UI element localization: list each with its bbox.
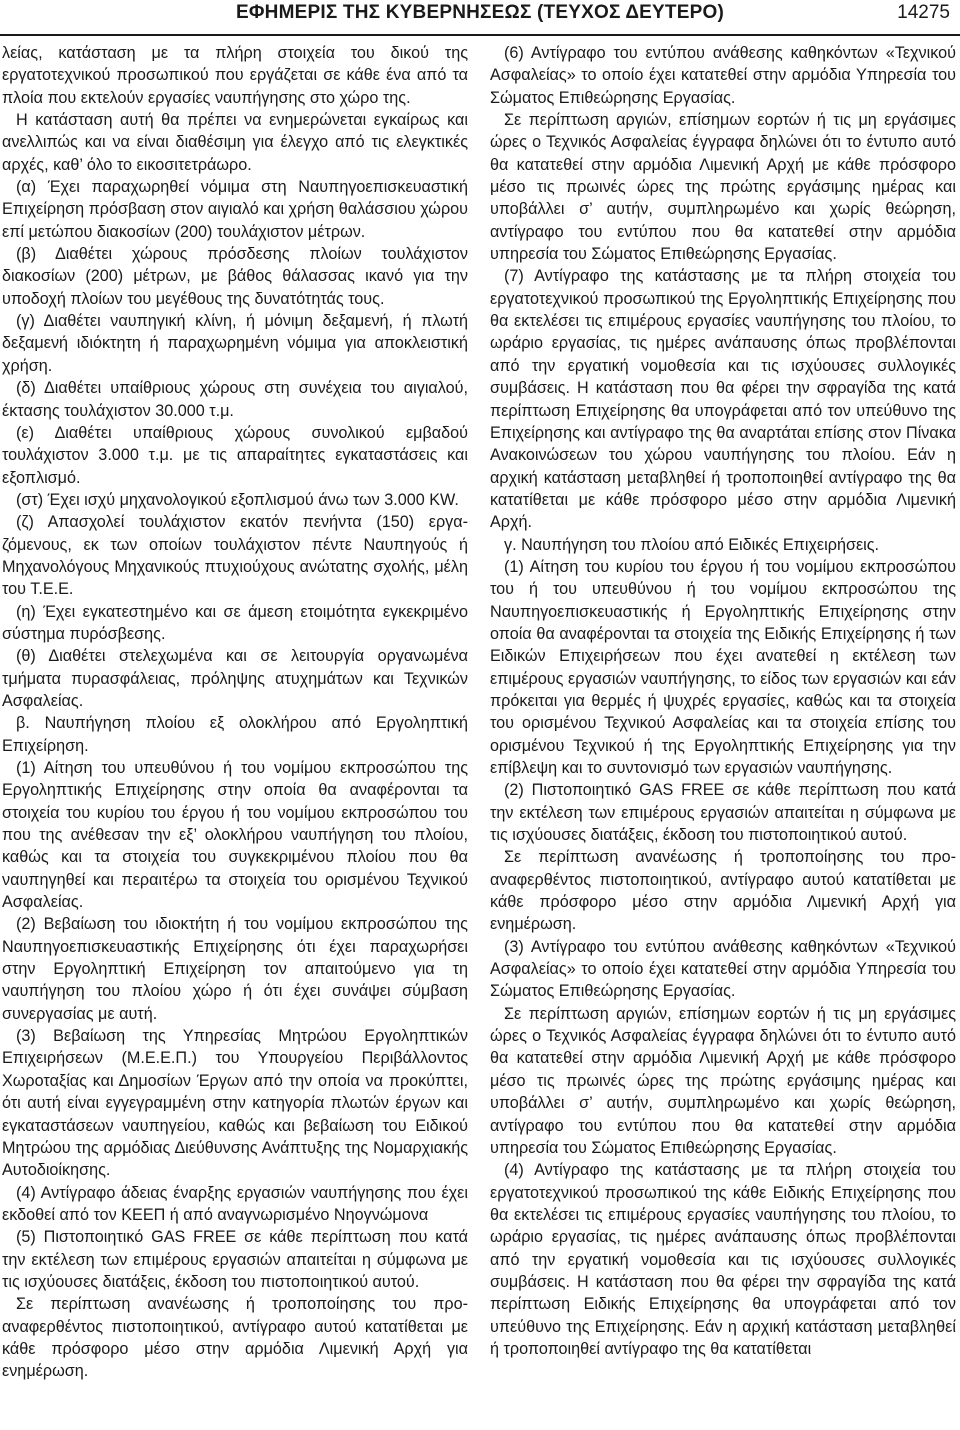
- paragraph: (α) Έχει παραχωρηθεί νόμιμα στη Ναυπηγοεπισκευαστική Επιχείρηση πρόσβαση στον αιγιαλό και χρήση θαλάσσιου χώρου επί μετώπου διακοσίων (200) τουλάχιστον μέτρων.: [2, 178, 469, 241]
- paragraph: Σε περίπτωση αργιών, επίσημων εορτών ή τις μη εργάσιμες ώρες ο Τεχνικός Ασφαλείας έγγραφα δηλώνει ότι το έντυπο αυτό θα κατατεθεί στην αρμόδια Λιμενική Αρχή με κάθε πρόσφορο μέσο τις πρωινές ώρες της πρώτης εργάσιμης ημέρας και υποβάλλει σ’ αυτήν, συμπληρωμένο και χωρίς θεώρηση, αντίγραφο του εντύπου που θα κατατεθεί στην αρμόδια υπηρεσία του Σώματος Επιθεώρησης Εργασίας.: [490, 111, 956, 264]
- paragraph: Σε περίπτωση αργιών, επίσημων εορτών ή τις μη εργάσιμες ώρες ο Τεχνικός Ασφαλείας έγγραφα δηλώνει ότι το έντυπο αυτό θα κατατεθεί στην αρμόδια Λιμενική Αρχή με κάθε πρόσφορο μέσο τις πρωινές ώρες της πρώτης εργάσιμης ημέρας και υποβάλλει σ’ αυτήν, συμπληρωμένο και χωρίς θεώρηση, αντίγραφο του εντύπου που θα κατατεθεί στην αρμόδια υπηρεσία του Σώματος Επιθεώρησης Εργασίας.: [490, 1004, 956, 1157]
- paragraph: Σε περίπτωση ανανέωσης ή τροποποίησης του προαναφερθέντος πιστοποιητικού, αντίγραφο αυτού κατατίθεται με κάθε πρόσφορο μέσο στην αρμόδια Λιμενική Αρχή για ενημέρωση.: [2, 1295, 468, 1381]
- paragraph: Σε περίπτωση ανανέωσης ή τροποποίησης του προαναφερθέντος πιστοποιητικού, αντίγραφο αυτού κατατίθεται με κάθε πρόσφορο μέσο στην αρμόδια Λιμενική Αρχή για ενημέρωση.: [490, 848, 956, 934]
- paragraph: (4) Αντίγραφο της κατάστασης με τα πλήρη στοιχεία του εργατοτεχνικού προσωπικού της κάθε Ειδικής Επιχείρησης που θα εκτελέσει τις επιμέρους εργασίες ναυπήγησης του πλοίου, το ωράριο εργασίας, τις ημέρες ανάπαυσης όπως προβλέπονται από την εργατική νομοθεσία και τις ισχύουσες συλλογικές συμβάσεις. Η κατάσταση που θα φέρει την σφραγίδα της κατά περίπτωση Ειδικής Επιχείρησης θα υπογράφεται από τον υπεύθυνο της Επιχείρησης. Εάν η αρχική κατάσταση μεταβληθεί ή τροποποιηθεί αντίγραφο της θα κατατίθεται: [490, 1161, 956, 1358]
- paragraph: (β) Διαθέτει χώρους πρόσδεσης πλοίων τουλάχιστον διακοσίων (200) μέτρων, με βάθος θάλασσας ικανό για την υποδοχή πλοίων του μεγέθους της δυνατότητάς τους.: [2, 245, 468, 308]
- page-number: 14275: [897, 2, 950, 23]
- paragraph: (η) Έχει εγκατεστημένο και σε άμεση ετοιμότητα εγκεκριμένο σύστημα πυρόσβεσης.: [2, 602, 468, 643]
- paragraph: Η κατάσταση αυτή θα πρέπει να ενημερώνεται εγκαίρως και ανελλιπώς και να είναι διαθέσιμη για έλεγχο από τις ελεγκτικές αρχές, καθ’ όλο το εικοσιτετράωρο.: [2, 111, 468, 174]
- page-header: [0, 0, 960, 36]
- left-column: [2, 42, 468, 1383]
- paragraph: (2) Βεβαίωση του ιδιοκτήτη ή του νομίμου εκπροσώπου της Ναυπηγοεπισκευαστικής Επιχείρησης ότι έχει παραχωρήσει στην Εργοληπτική Επιχείρηση τον απαιτούμενο για τη ναυπήγηση του πλοίου χώρο ή ότι έχει συνάψει σύμβαση συνεργασίας με αυτή.: [2, 915, 468, 1023]
- paragraph: (4) Αντίγραφο άδειας έναρξης εργασιών ναυπήγησης που έχει εκδοθεί από τον ΚΕΕΠ ή από αναγνωρισμένο Νηογνώμονα: [2, 1183, 468, 1224]
- paragraph: (1) Αίτηση του κυρίου του έργου ή του νομίμου εκπροσώπου του ή του υπευθύνου ή του νομίμου εκπροσώπου της Ναυπηγοεπισκευαστικής ή Εργοληπτικής Επιχείρησης στην οποία θα αναφέρονται τα στοιχεία της Ειδικής Επιχείρησης ή των Ειδικών Επιχειρήσεων που έχει ανατεθεί η εκτέλεση των επιμέρους εργασιών ναυπήγησης, το είδος των εργασιών και εάν πρόκειται για θερμές ή ψυχρές εργασίες, καθώς και τα στοιχεία του ορισμένου Τεχνικού Ασφαλείας και τα στοιχεία επίσης του ορισμένου Τεχνικού ή της Εργοληπτικής Επιχείρησης για την επίβλεψη και το συντονισμό των εργασιών ναυπήγησης.: [490, 557, 956, 777]
- paragraph: (7) Αντίγραφο της κατάστασης με τα πλήρη στοιχεία του εργατοτεχνικού προσωπικού της Εργοληπτικής Επιχείρησης που θα εκτελέσει τις επιμέρους εργασίες ναυπήγησης του πλοίου, το ωράριο εργασίας, τις ημέρες ανάπαυσης όπως προβλέπονται από την εργατική νομοθεσία και τις ισχύουσες συλλογικές συμβάσεις. Η κατάσταση που θα φέρει την σφραγίδα της κατά περίπτωση Επιχείρησης θα υπογράφεται από τον υπεύθυνο της Επιχείρησης και αντίγραφο της θα αναρτάται επίσης στον Πίνακα Ανακοινώσεων του χώρου ναυπήγησης του πλοίου. Εάν η αρχική κατάσταση μεταβληθεί ή τροποποιηθεί αντίγραφο της θα κατατίθεται με κάθε πρόσφορο μέσο στην αρμόδια Λιμενική Αρχή.: [490, 267, 956, 532]
- gazette-title: ΕΦΗΜΕΡΙΣ ΤΗΣ ΚΥΒΕΡΝΗΣΕΩΣ (ΤΕΥΧΟΣ ΔΕΥΤΕΡΟ): [236, 2, 724, 23]
- paragraph: (ε) Διαθέτει υπαίθριους χώρους συνολικού εμβαδού τουλάχιστον 3.000 τ.μ. με τις απαραίτητες εγκαταστάσεις και εξοπλισμό.: [2, 423, 468, 487]
- paragraph: (θ) Διαθέτει στελεχωμένα και σε λειτουργία οργανωμένα τμήματα πυρασφάλειας, πρόληψης ατυχημάτων και Τεχνικών Ασφαλείας.: [2, 647, 468, 710]
- paragraph: λείας, κατάσταση με τα πλήρη στοιχεία του δικού της εργατοτεχνικού προσωπικού που εργάζεται σε κάθε ένα από τα πλοία που εκτελούν εργασίες ναυπήγησης στο χώρο της.: [2, 44, 468, 107]
- paragraph: (γ) Διαθέτει ναυπηγική κλίνη, ή μόνιμη δεξαμενή, ή πλωτή δεξαμενή ιδιόκτητη ή παραχωρημένη νόμιμα για αποκλειστική χρήση.: [2, 312, 468, 375]
- paragraph: (2) Πιστοποιητικό GAS FREE σε κάθε περίπτωση που κατά την εκτέλεση των επιμέρους εργασιών απαιτείται η σύμφωνα με τις ισχύουσες διατάξεις, έκδοση του πιστοποιητικού αυτού.: [490, 781, 956, 845]
- paragraph: (στ) Έχει ισχύ μηχανολογικού εξοπλισμού άνω των 3.000 KW.: [16, 490, 459, 509]
- header-rule: [0, 34, 960, 36]
- section-heading: γ. Ναυπήγηση του πλοίου από Ειδικές Επιχειρήσεις.: [504, 535, 880, 554]
- paragraph: (3) Αντίγραφο του εντύπου ανάθεσης καθηκόντων «Τεχνικού Ασφαλείας» το οποίο έχει κατατεθεί στην αρμόδια Υπηρεσία του Σώματος Επιθεώρησης Εργασίας.: [490, 937, 956, 1001]
- paragraph: (1) Αίτηση του υπευθύνου ή του νομίμου εκπροσώπου της Εργοληπτικής Επιχείρησης στην οποία θα αναφέρονται τα στοιχεία του κυρίου του έργου ή του νομίμου εκπροσώπου του που της ανέθεσαν την εξ’ ολοκλήρου ναυπήγηση του πλοίου, καθώς και τα στοιχεία του συγκεκριμένου πλοίου που θα ναυπηγηθεί και περαιτέρω τα στοιχεία του ορισμένου Τεχνικού Ασφαλείας.: [2, 759, 468, 912]
- section-heading: β. Ναυπήγηση πλοίου εξ ολοκλήρου από Εργοληπτική Επιχείρηση.: [2, 714, 468, 755]
- paragraph: (5) Πιστοποιητικό GAS FREE σε κάθε περίπτωση που κατά την εκτέλεση των επιμέρους εργασιών απαιτείται η σύμφωνα με τις ισχύουσες διατάξεις, έκδοση του πιστοποιητικού αυτού.: [2, 1228, 468, 1291]
- paragraph: (6) Αντίγραφο του εντύπου ανάθεσης καθηκόντων «Τεχνικού Ασφαλείας» το οποίο έχει κατατεθεί στην αρμόδια Υπηρεσία του Σώματος Επιθεώρησης Εργασίας.: [490, 44, 956, 107]
- right-column: [490, 42, 956, 1360]
- paragraph: (3) Βεβαίωση της Υπηρεσίας Μητρώου Εργοληπτικών Επιχειρήσεων (Μ.Ε.Ε.Π.) του Υπουργείου Περιβάλλοντος Χωροταξίας και Δημοσίων Έργων από την οποία να προκύπτει, ότι αυτή είναι εγγεγραμμένη στην κατηγορία πλωτών έργων και εγκαταστάσεων ναυπηγείου, καθώς και βεβαίωση του Ειδικού Μητρώου της αρμόδιας Διεύθυνσης Ανάπτυξης της Νομαρχιακής Αυτοδιοίκησης.: [2, 1027, 468, 1180]
- paragraph: (ζ) Απασχολεί τουλάχιστον εκατόν πενήντα (150) εργαζόμενους, εκ των οποίων τουλάχιστον πέντε Ναυπηγούς ή Μηχανολόγους Μηχανικούς πτυχιούχους ανώτατης σχολής, μέλη του Τ.Ε.Ε.: [2, 513, 468, 599]
- paragraph: (δ) Διαθέτει υπαίθριους χώρους στη συνέχεια του αιγιαλού, έκτασης τουλάχιστον 30.000 τ.μ.: [2, 379, 468, 420]
